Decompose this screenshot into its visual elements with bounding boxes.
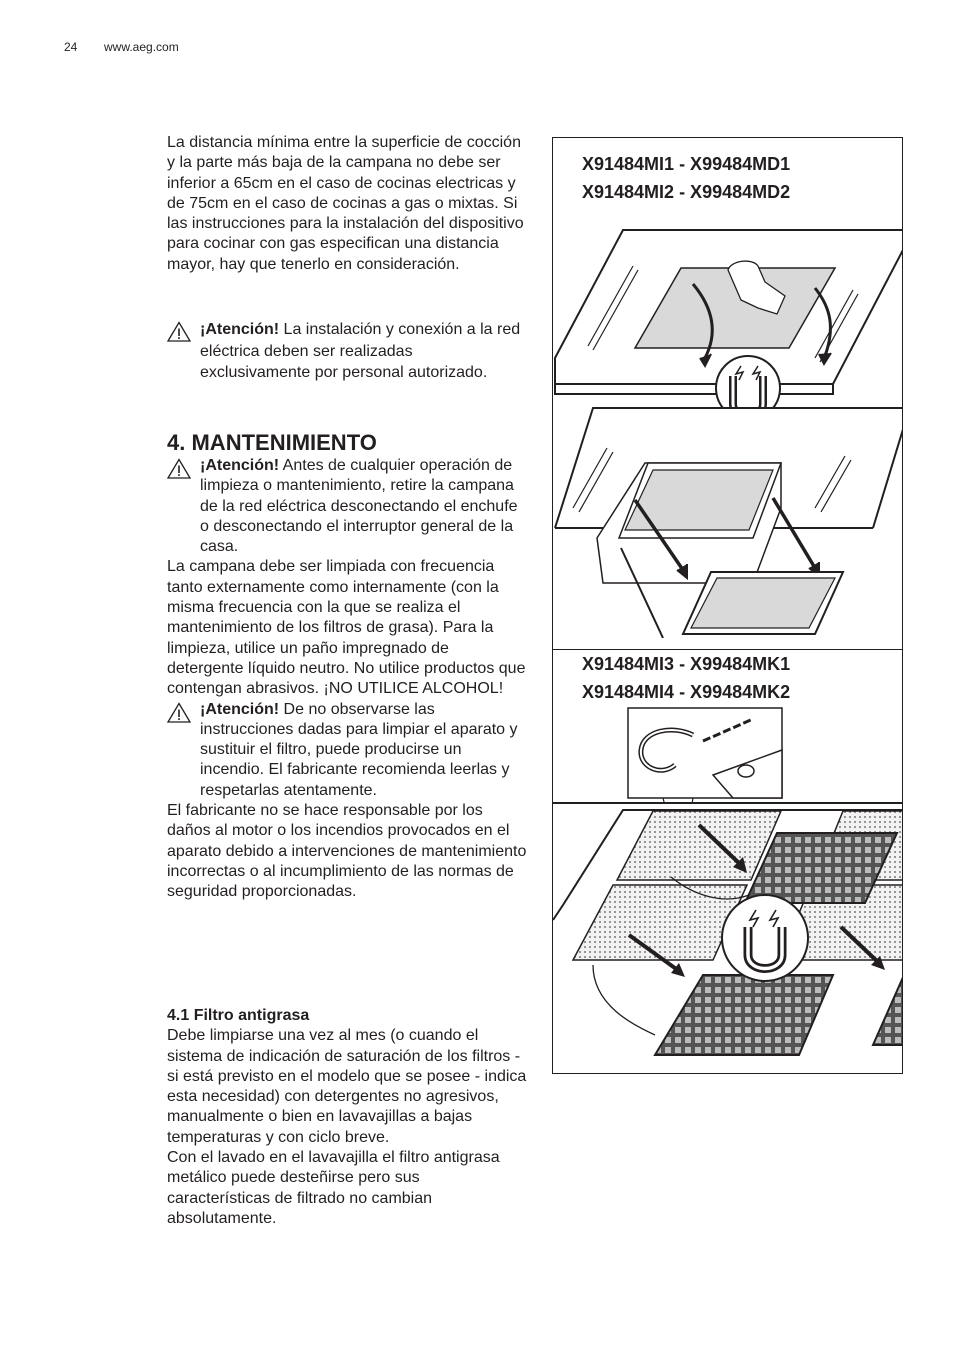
section-number: 4. [167, 430, 186, 455]
model-list-top [582, 150, 790, 206]
site-url: www.aeg.com [104, 40, 179, 54]
warning-label: ¡Atención! [200, 321, 280, 338]
subsection-title: 4.1 Filtro antigrasa [167, 1007, 310, 1024]
warning-installation [167, 319, 527, 384]
section-title: MANTENIMIENTO [191, 430, 377, 455]
page-number: 24 [64, 40, 78, 54]
model-label: X91484MI3 - X99484MK1 [582, 654, 791, 674]
warning-disconnect [167, 456, 527, 557]
warning-label: ¡Atención! [200, 457, 280, 474]
model-list-bottom [582, 650, 790, 706]
warning-triangle-icon [167, 458, 191, 479]
warning-fire [167, 700, 527, 801]
filter-paragraph-1: Debe limpiarse una vez al mes (o cuando el sistema de indicación de saturación de los filtros - si está previsto en el modelo que se posee - indica esta necesidad) con detergentes no agresivos, manualmente o bien en lavavajillas a bajas temperaturas y con ciclo breve. [167, 1027, 527, 1146]
model-label: X91484MI2 - X99484MD2 [582, 182, 791, 202]
page-header [64, 40, 179, 54]
section-grease-filter [167, 1006, 527, 1229]
hood-metal-filter-illustration [553, 208, 903, 638]
warning-text: Antes de cualquier operación de limpieza o mantenimiento, retire la campana de la red eléctrica desconectando el enchufe o desconectando el interruptor general de la casa. [200, 457, 518, 556]
filter-illustration-box [552, 137, 903, 1074]
hood-grid-filter-illustration [553, 705, 903, 1074]
liability-paragraph: El fabricante no se hace responsable por los daños al motor o los incendios provocados en el aparato debido a intervenciones de mantenimiento incorrectas o al incumplimiento de las normas de seguridad proporcionadas. [167, 802, 527, 901]
cleaning-paragraph: La campana debe ser limpiada con frecuencia tanto externamente como internamente (con la misma frecuencia con la que se realiza el mantenimiento de los filtros de grasa). Para la limpieza, utilice un paño impregnado de detergente líquido neutro. No utilice productos que contengan abrasivos. ¡NO UTILICE ALCOHOL! [167, 558, 526, 698]
warning-triangle-icon [167, 321, 191, 342]
warning-text: La instalación y conexión a la red eléctrica deben ser realizadas exclusivamente por personal autorizado. [200, 321, 521, 381]
section-maintenance [167, 430, 527, 903]
intro-block [167, 133, 527, 275]
warning-label: ¡Atención! [200, 700, 280, 718]
filter-paragraph-2: Con el lavado en el lavavajilla el filtro antigrasa metálico puede desteñirse pero sus características de filtrado no cambian absolutamente. [167, 1149, 500, 1227]
model-label: X91484MI4 - X99484MK2 [582, 682, 791, 702]
section-heading [167, 430, 527, 456]
warning-text: De no observarse las instrucciones dadas para limpiar el aparato y sustituir el filtro, puede producirse un incendio. El fabricante recomienda leerlas y respetarlas atentamente. [200, 700, 518, 799]
intro-paragraph: La distancia mínima entre la superficie de cocción y la parte más baja de la campana no debe ser inferior a 65cm en el caso de cocinas electricas y de 75cm en el caso de cocinas a gas o mixtas. Si las instrucciones para la instalación del dispositivo para cocinar con gas especifican una distancia mayor, hay que tenerlo en consideración. [167, 134, 524, 273]
model-label: X91484MI1 - X99484MD1 [582, 154, 791, 174]
warning-triangle-icon [167, 702, 191, 723]
